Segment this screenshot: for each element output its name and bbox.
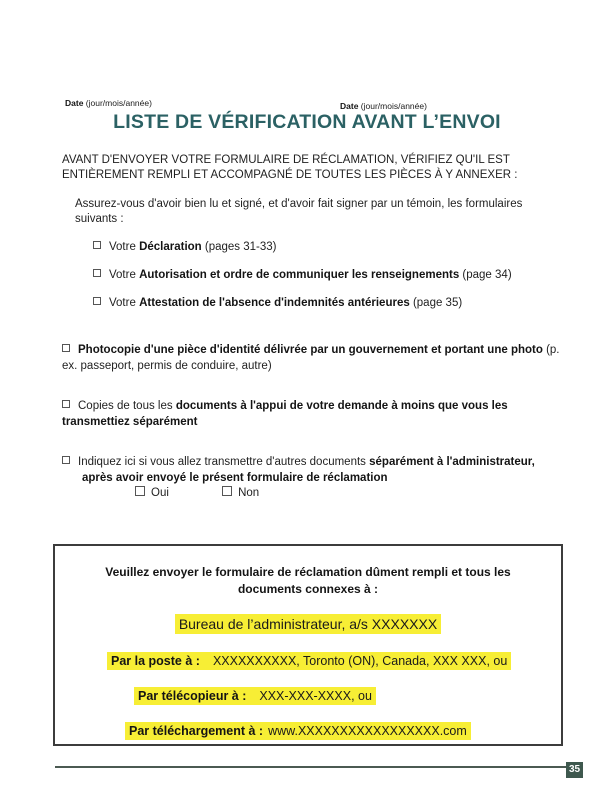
date-format-hint: (jour/mois/année): [83, 98, 152, 108]
item-text: Votre: [109, 241, 140, 253]
item-text: Votre: [109, 297, 140, 309]
footer-divider: [55, 766, 570, 768]
checklist-item-supporting-docs: [62, 398, 567, 430]
checklist-item-autorisation: [93, 269, 512, 281]
item-text-bold: documents à l'appui de votre demande à moins que vous les transmettiez séparément: [62, 400, 508, 429]
send-instructions-box: [53, 544, 563, 746]
checklist-item-declaration: [93, 241, 512, 253]
yes-label: Oui: [151, 487, 169, 499]
item-text-bold: Déclaration: [139, 241, 202, 253]
checkbox-icon[interactable]: [93, 269, 101, 277]
recipient-highlight: Bureau de l’administrateur, a/s XXXXXXX: [175, 614, 441, 634]
checkbox-icon[interactable]: [62, 344, 70, 352]
item-text: Indiquez ici si vous allez transmettre d'autres documents: [78, 456, 370, 469]
yes-group: [135, 487, 169, 499]
send-instruction: Veuillez envoyer le formulaire de réclamation dûment rempli et tous les documents connexes à :: [105, 565, 511, 596]
checkbox-icon[interactable]: [62, 400, 70, 408]
fax-label: Par télécopieur à :: [138, 689, 247, 703]
fax-highlight: [134, 687, 376, 705]
fax-line: [134, 689, 376, 703]
checklist-item-photo-id: [62, 342, 567, 374]
mail-highlight: [107, 652, 511, 670]
checkbox-icon[interactable]: [62, 456, 70, 464]
mail-label: Par la poste à :: [111, 654, 200, 668]
checklist-item-attestation: [93, 297, 512, 309]
date-word: Date: [65, 98, 84, 108]
date-format-hint: (jour/mois/année): [358, 101, 427, 111]
form-checklist: [93, 241, 512, 325]
yes-checkbox[interactable]: [135, 486, 145, 496]
date-word: Date: [340, 101, 359, 111]
item-text: (page 35): [409, 297, 463, 309]
checkbox-icon[interactable]: [93, 241, 101, 249]
item-text: (page 34): [459, 269, 512, 281]
recipient-line: [55, 616, 561, 632]
item-text: Votre: [109, 269, 140, 281]
item-text-bold: Attestation de l'absence d'indemnités antérieures: [139, 297, 410, 309]
no-label: Non: [238, 487, 260, 499]
no-group: [222, 487, 259, 499]
item-text-bold: Photocopie d'une pièce d'identité délivrée par un gouvernement et portant une photo: [78, 344, 543, 356]
item-text-bold: séparément à l'administrateur, après avoir envoyé le présent formulaire de réclamation: [82, 456, 535, 485]
page-number-badge: 35: [566, 762, 583, 778]
upload-value: www.XXXXXXXXXXXXXXXXX.com: [268, 724, 467, 738]
item-text: (pages 31-33): [201, 241, 277, 253]
page-title: LISTE DE VÉRIFICATION AVANT L’ENVOI: [113, 111, 501, 133]
mail-value: XXXXXXXXXX, Toronto (ON), Canada, XXX XXX, ou: [212, 654, 508, 668]
checklist-item-separate-docs: [62, 454, 567, 486]
item-text: Copies de tous les: [78, 400, 176, 413]
upload-label: Par téléchargement à :: [129, 724, 264, 738]
signing-instructions: Assurez-vous d'avoir bien lu et signé, et d'avoir fait signer par un témoin, les formulaires suivants :: [75, 198, 523, 225]
yes-no-row: [135, 486, 259, 499]
checkbox-icon[interactable]: [93, 297, 101, 305]
fax-value: XXX-XXX-XXXX, ou: [259, 689, 372, 703]
upload-highlight: [125, 722, 471, 740]
intro-text: AVANT D'ENVOYER VOTRE FORMULAIRE DE RÉCLAMATION, VÉRIFIEZ QU'IL EST ENTIÈREMENT REMPLI ET ACCOMPAGNÉ DE TOUTES LES PIÈCES À Y ANNEXER :: [62, 154, 518, 181]
date-label-left: [65, 98, 152, 108]
upload-line: [125, 724, 471, 738]
item-text-bold: Autorisation et ordre de communiquer les renseignements: [139, 269, 460, 281]
item-text: (p. ex. passeport, permis de conduire, autre): [62, 344, 560, 373]
date-label-right: [340, 101, 427, 111]
no-checkbox[interactable]: [222, 486, 232, 496]
mail-line: [107, 654, 511, 668]
